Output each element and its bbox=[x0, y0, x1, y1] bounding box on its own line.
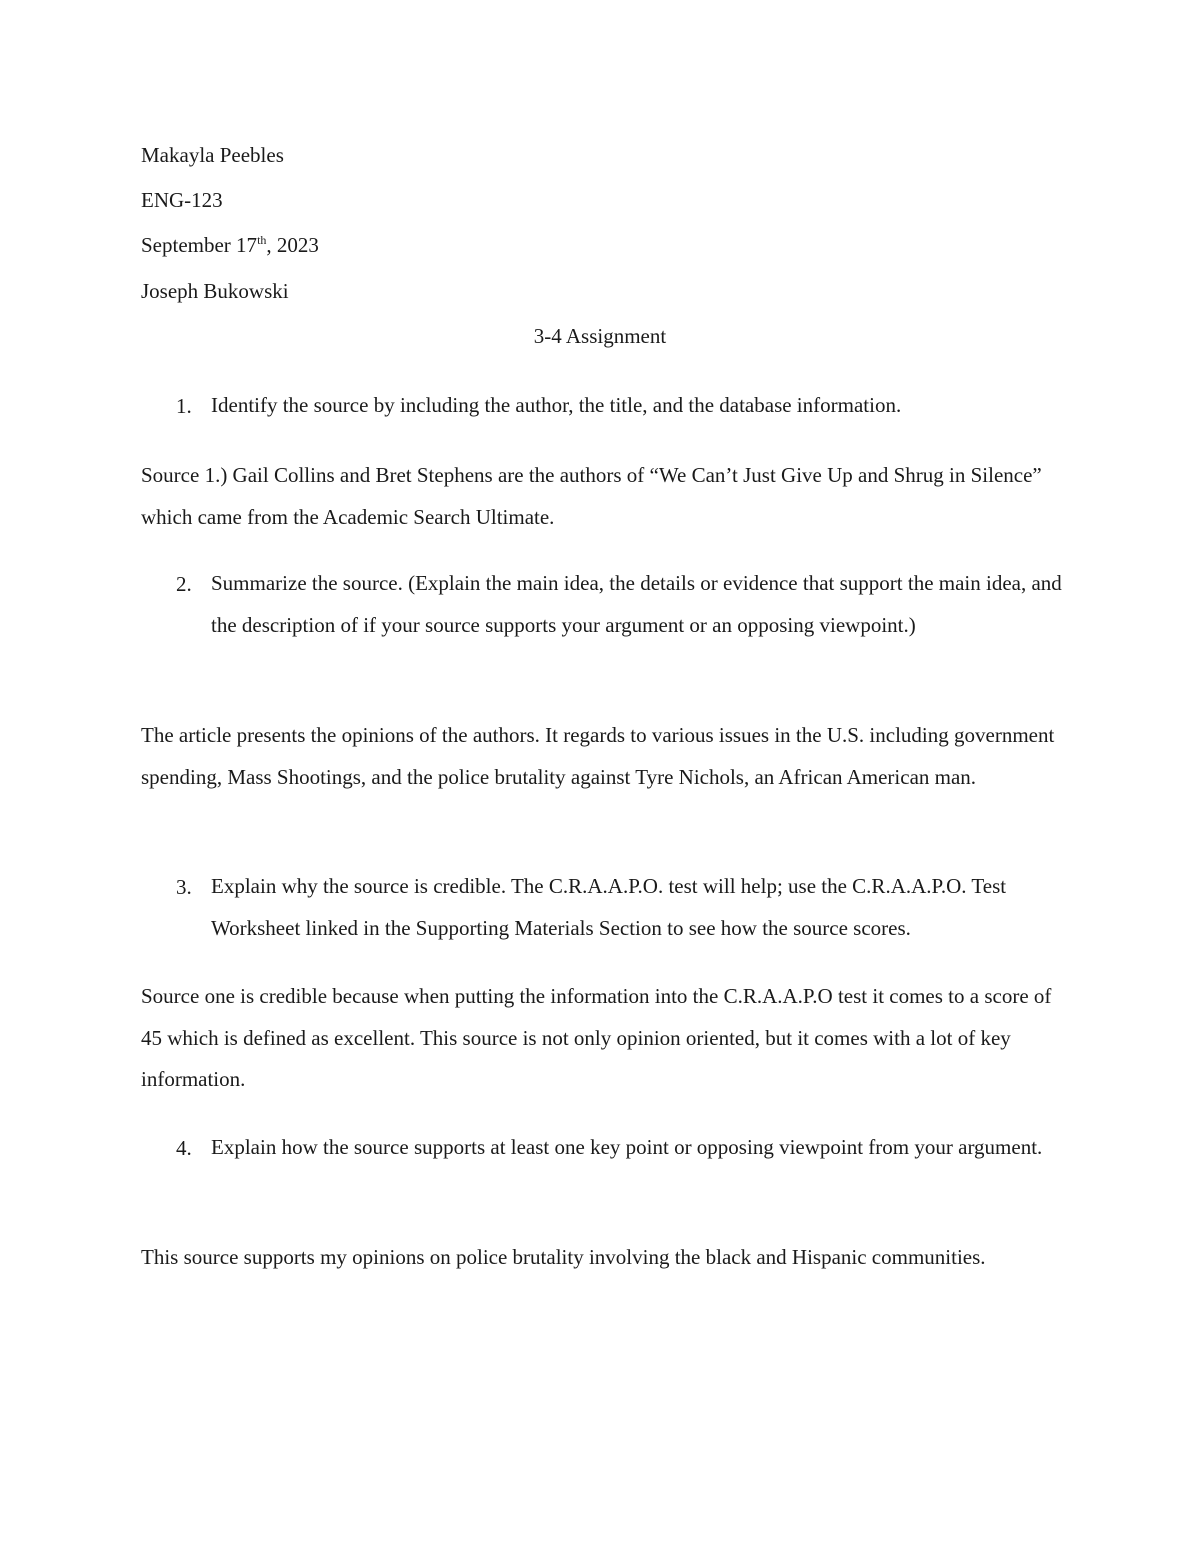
question-2 bbox=[176, 563, 1076, 646]
question-text: Explain how the source supports at least one key point or opposing viewpoint from your argument. bbox=[211, 1135, 1043, 1159]
student-name: Makayla Peebles bbox=[141, 143, 284, 167]
question-number: 4. bbox=[176, 1136, 192, 1160]
answer-3: Source one is credible because when putting the information into the C.R.A.A.P.O test it comes to a score of 45 which is defined as excellent. This source is not only opinion oriented, but it comes with a lot of key information. bbox=[141, 984, 1052, 1091]
course-code: ENG-123 bbox=[141, 188, 223, 212]
question-number: 2. bbox=[176, 572, 192, 596]
question-number: 1. bbox=[176, 394, 192, 418]
answer-1: Source 1.) Gail Collins and Bret Stephens are the authors of “We Can’t Just Give Up and Shrug in Silence” which came from the Academic Search Ultimate. bbox=[141, 463, 1042, 529]
question-text: Summarize the source. (Explain the main idea, the details or evidence that support the main idea, and the description of if your source supports your argument or an opposing viewpoint.) bbox=[211, 571, 1062, 637]
question-1 bbox=[176, 385, 1076, 427]
answer-2: The article presents the opinions of the authors. It regards to various issues in the U.S. including government spending, Mass Shootings, and the police brutality against Tyre Nichols, an African American man. bbox=[141, 723, 1055, 789]
date-main: September 17 bbox=[141, 233, 258, 257]
question-text: Identify the source by including the author, the title, and the database information. bbox=[211, 393, 902, 417]
instructor-name: Joseph Bukowski bbox=[141, 279, 289, 303]
question-number: 3. bbox=[176, 875, 192, 899]
date-superscript: th bbox=[257, 233, 267, 247]
answer-4: This source supports my opinions on police brutality involving the black and Hispanic communities. bbox=[141, 1245, 986, 1269]
date-rest: , 2023 bbox=[266, 233, 319, 257]
question-text: Explain why the source is credible. The C.R.A.A.P.O. test will help; use the C.R.A.A.P.O. Test Worksheet linked in the Supporting Materials Section to see how the source scores. bbox=[211, 874, 1007, 940]
question-3 bbox=[176, 866, 1076, 949]
date-line bbox=[141, 233, 319, 258]
assignment-title: 3-4 Assignment bbox=[533, 324, 667, 348]
question-4 bbox=[176, 1127, 1076, 1169]
